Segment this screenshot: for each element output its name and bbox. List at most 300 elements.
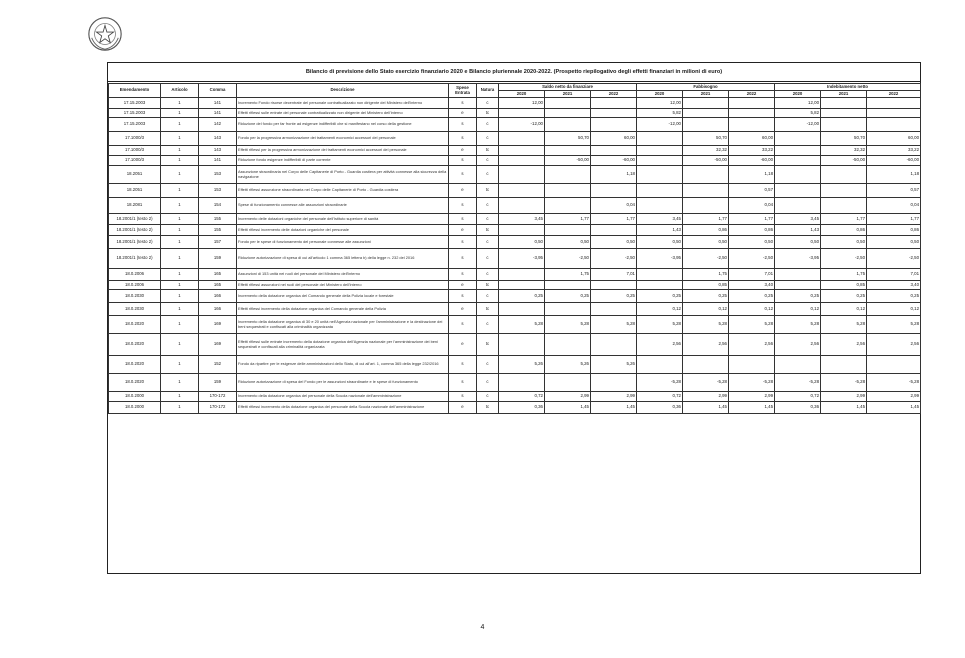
cell-indebitamento-2021 [821, 356, 867, 374]
cell-fabbisogno-2021: -5,28 [683, 374, 729, 392]
table-row [109, 184, 921, 198]
cell-spese-entrata: s [449, 198, 477, 214]
cell-natura: tc [477, 281, 499, 290]
cell-comma: 169 [199, 334, 237, 356]
cell-saldo-2022 [591, 303, 637, 316]
cell-articolo: 1 [161, 98, 199, 109]
cell-descrizione: Effetti riflessi assunzione straordinaria nel Corpo delle Capitanerie di Porto - Guardia costiera [237, 184, 449, 198]
cell-fabbisogno-2022: 5,28 [729, 316, 775, 334]
header-natura: Natura [477, 84, 499, 98]
cell-fabbisogno-2022: 1,77 [729, 214, 775, 225]
cell-indebitamento-2022: 60,00 [867, 132, 921, 146]
cell-fabbisogno-2022: 0,12 [729, 303, 775, 316]
cell-indebitamento-2022 [867, 118, 921, 132]
cell-indebitamento-2021: -50,00 [821, 156, 867, 166]
cell-saldo-2020 [499, 269, 545, 281]
cell-saldo-2022 [591, 146, 637, 156]
summary-table-sheet [107, 62, 921, 574]
cell-indebitamento-2020: 0,12 [775, 303, 821, 316]
cell-saldo-2022 [591, 184, 637, 198]
cell-emendamento: 18.0.2020 [109, 374, 161, 392]
cell-indebitamento-2020: 1,43 [775, 225, 821, 236]
cell-fabbisogno-2022: -5,28 [729, 374, 775, 392]
cell-emendamento: 18.2001/1 (testo 2) [109, 225, 161, 236]
cell-saldo-2022 [591, 374, 637, 392]
cell-emendamento: 18.2001/1 (testo 2) [109, 214, 161, 225]
cell-fabbisogno-2022: 0,57 [729, 184, 775, 198]
table-row [109, 269, 921, 281]
cell-indebitamento-2020 [775, 166, 821, 184]
cell-fabbisogno-2020 [637, 166, 683, 184]
cell-fabbisogno-2020: 5,82 [637, 109, 683, 118]
cell-natura: tc [477, 402, 499, 414]
cell-indebitamento-2020: 12,00 [775, 98, 821, 109]
cell-indebitamento-2021: 0,25 [821, 290, 867, 303]
cell-comma: 153 [199, 166, 237, 184]
cell-indebitamento-2021 [821, 166, 867, 184]
cell-fabbisogno-2020: 2,56 [637, 334, 683, 356]
header-year: 2020 [775, 91, 821, 98]
cell-descrizione: Assunzione straordinaria nel Corpo delle Capitanerie di Porto - Guardia costiera per attività connesse alla sicurezza della navigazione [237, 166, 449, 184]
cell-articolo: 1 [161, 225, 199, 236]
cell-fabbisogno-2021 [683, 109, 729, 118]
cell-fabbisogno-2021: 1,45 [683, 402, 729, 414]
cell-natura: c [477, 156, 499, 166]
cell-descrizione: Incremento della dotazione organica del Comando generale della Polizia locale e forestale [237, 290, 449, 303]
cell-indebitamento-2022: 1,18 [867, 166, 921, 184]
cell-indebitamento-2020: 0,25 [775, 290, 821, 303]
cell-articolo: 1 [161, 146, 199, 156]
cell-fabbisogno-2021 [683, 356, 729, 374]
cell-descrizione: Fondo per la progressiva armonizzazione dei trattamenti economici accessori del personale [237, 132, 449, 146]
cell-indebitamento-2022: 5,28 [867, 316, 921, 334]
cell-articolo: 1 [161, 316, 199, 334]
cell-indebitamento-2022 [867, 356, 921, 374]
cell-fabbisogno-2020: -12,00 [637, 118, 683, 132]
cell-articolo: 1 [161, 198, 199, 214]
cell-articolo: 1 [161, 156, 199, 166]
cell-saldo-2022 [591, 118, 637, 132]
cell-comma: 170-172 [199, 392, 237, 402]
cell-spese-entrata: e [449, 334, 477, 356]
cell-spese-entrata: e [449, 402, 477, 414]
header-year: 2022 [591, 91, 637, 98]
cell-articolo: 1 [161, 374, 199, 392]
table-row [109, 374, 921, 392]
cell-indebitamento-2022: 0,50 [867, 236, 921, 249]
cell-fabbisogno-2021: -50,00 [683, 156, 729, 166]
table-row [109, 316, 921, 334]
cell-fabbisogno-2021: 0,85 [683, 281, 729, 290]
cell-fabbisogno-2022: 0,04 [729, 198, 775, 214]
cell-fabbisogno-2022: 2,99 [729, 392, 775, 402]
cell-articolo: 1 [161, 303, 199, 316]
table-row [109, 249, 921, 269]
cell-emendamento: 18.0.2006 [109, 281, 161, 290]
cell-indebitamento-2021 [821, 98, 867, 109]
cell-natura: c [477, 269, 499, 281]
cell-saldo-2020: 3,45 [499, 214, 545, 225]
cell-fabbisogno-2021: 1,75 [683, 269, 729, 281]
cell-natura: tc [477, 225, 499, 236]
cell-fabbisogno-2021 [683, 166, 729, 184]
table-row [109, 98, 921, 109]
cell-saldo-2021 [545, 109, 591, 118]
cell-natura: c [477, 198, 499, 214]
cell-fabbisogno-2022: 0,86 [729, 225, 775, 236]
cell-fabbisogno-2020 [637, 156, 683, 166]
cell-emendamento: 18.2051 [109, 166, 161, 184]
cell-natura: c [477, 356, 499, 374]
cell-saldo-2020: 12,00 [499, 98, 545, 109]
cell-fabbisogno-2022: 0,25 [729, 290, 775, 303]
cell-indebitamento-2020 [775, 146, 821, 156]
cell-fabbisogno-2022: 7,01 [729, 269, 775, 281]
cell-saldo-2020 [499, 166, 545, 184]
header-articolo: Articolo [161, 84, 199, 98]
cell-saldo-2022 [591, 334, 637, 356]
cell-natura: tc [477, 334, 499, 356]
cell-indebitamento-2022: 0,57 [867, 184, 921, 198]
cell-saldo-2022: -60,00 [591, 156, 637, 166]
cell-saldo-2020: -3,95 [499, 249, 545, 269]
cell-indebitamento-2020: 3,45 [775, 214, 821, 225]
cell-indebitamento-2021: 0,12 [821, 303, 867, 316]
cell-saldo-2020 [499, 109, 545, 118]
header-year: 2021 [683, 91, 729, 98]
cell-indebitamento-2022: 33,22 [867, 146, 921, 156]
cell-indebitamento-2020 [775, 356, 821, 374]
cell-fabbisogno-2021 [683, 198, 729, 214]
cell-fabbisogno-2020 [637, 132, 683, 146]
cell-articolo: 1 [161, 166, 199, 184]
table-title: Bilancio di previsione dello Stato esercizio finanziario 2020 e Bilancio pluriennale 2020-2022. (Prospetto riepilogativo degli effetti finanziari in milioni di euro) [108, 63, 920, 82]
cell-indebitamento-2021: -5,28 [821, 374, 867, 392]
cell-fabbisogno-2022: 1,45 [729, 402, 775, 414]
cell-emendamento: 18.2001/1 (testo 2) [109, 249, 161, 269]
cell-comma: 153 [199, 184, 237, 198]
cell-saldo-2022 [591, 281, 637, 290]
cell-saldo-2022 [591, 109, 637, 118]
table-row [109, 281, 921, 290]
cell-indebitamento-2022: 1,77 [867, 214, 921, 225]
cell-saldo-2021: 1,75 [545, 269, 591, 281]
cell-fabbisogno-2020: -5,28 [637, 374, 683, 392]
cell-saldo-2020 [499, 146, 545, 156]
cell-saldo-2022 [591, 225, 637, 236]
cell-descrizione: Effetti riflessi incremento delle dotazioni organiche del personale [237, 225, 449, 236]
cell-fabbisogno-2020: 5,28 [637, 316, 683, 334]
cell-natura: c [477, 98, 499, 109]
header-year: 2021 [545, 91, 591, 98]
cell-fabbisogno-2021 [683, 184, 729, 198]
cell-indebitamento-2022: 0,12 [867, 303, 921, 316]
cell-indebitamento-2022 [867, 109, 921, 118]
cell-saldo-2022 [591, 98, 637, 109]
cell-fabbisogno-2022: -60,00 [729, 156, 775, 166]
cell-indebitamento-2022: 0,86 [867, 225, 921, 236]
cell-saldo-2020 [499, 184, 545, 198]
cell-spese-entrata: s [449, 156, 477, 166]
table-row [109, 132, 921, 146]
cell-fabbisogno-2021: 2,99 [683, 392, 729, 402]
cell-fabbisogno-2021: 5,28 [683, 316, 729, 334]
cell-emendamento: 17.1000/3 [109, 146, 161, 156]
cell-natura: tc [477, 184, 499, 198]
cell-indebitamento-2022 [867, 98, 921, 109]
financial-effects-table [108, 83, 921, 414]
cell-saldo-2021: 50,70 [545, 132, 591, 146]
cell-articolo: 1 [161, 236, 199, 249]
header-spese-entrata: Spese Entrata [449, 84, 477, 98]
page-number: 4 [480, 624, 485, 631]
cell-fabbisogno-2021 [683, 118, 729, 132]
cell-emendamento: 18.0.2000 [109, 402, 161, 414]
cell-saldo-2020 [499, 281, 545, 290]
cell-natura: c [477, 118, 499, 132]
cell-saldo-2022: 0,25 [591, 290, 637, 303]
cell-indebitamento-2021 [821, 109, 867, 118]
table-row [109, 146, 921, 156]
cell-emendamento: 17.15.2003 [109, 118, 161, 132]
cell-comma: 166 [199, 303, 237, 316]
header-year: 2022 [729, 91, 775, 98]
cell-saldo-2021 [545, 334, 591, 356]
cell-fabbisogno-2020 [637, 198, 683, 214]
header-fabbisogno: Fabbisogno [637, 84, 775, 91]
cell-comma: 152 [199, 356, 237, 374]
table-row [109, 402, 921, 414]
cell-emendamento: 17.1000/3 [109, 132, 161, 146]
cell-fabbisogno-2022 [729, 98, 775, 109]
cell-articolo: 1 [161, 214, 199, 225]
cell-indebitamento-2021: 0,50 [821, 236, 867, 249]
header-indebitamento: Indebitamento netto [775, 84, 921, 91]
cell-saldo-2021: 1,77 [545, 214, 591, 225]
cell-indebitamento-2020 [775, 198, 821, 214]
cell-fabbisogno-2020 [637, 269, 683, 281]
cell-natura: c [477, 316, 499, 334]
cell-spese-entrata: s [449, 132, 477, 146]
cell-descrizione: Effetti riflessi incremento della dotazione organica del Comando generale della Polizia [237, 303, 449, 316]
table-row [109, 118, 921, 132]
cell-fabbisogno-2022 [729, 356, 775, 374]
cell-indebitamento-2021: 0,85 [821, 281, 867, 290]
cell-descrizione: Riduzione autorizzazione di spesa del Fondo per le assunzioni straordinarie e le spese di funzionamento [237, 374, 449, 392]
cell-saldo-2020: 0,50 [499, 236, 545, 249]
cell-natura: c [477, 214, 499, 225]
table-row [109, 214, 921, 225]
cell-indebitamento-2020: -5,28 [775, 374, 821, 392]
cell-fabbisogno-2020: 0,36 [637, 402, 683, 414]
cell-indebitamento-2020 [775, 269, 821, 281]
header-year: 2020 [637, 91, 683, 98]
cell-articolo: 1 [161, 184, 199, 198]
cell-saldo-2022: 1,45 [591, 402, 637, 414]
cell-natura: tc [477, 109, 499, 118]
cell-articolo: 1 [161, 269, 199, 281]
cell-articolo: 1 [161, 132, 199, 146]
cell-saldo-2021: 5,26 [545, 356, 591, 374]
cell-natura: c [477, 166, 499, 184]
cell-descrizione: Spese di funzionamento connesse alle assunzioni straordinarie [237, 198, 449, 214]
table-row [109, 225, 921, 236]
cell-saldo-2021 [545, 118, 591, 132]
cell-descrizione: Riduzione autorizzazione di spesa di cui all'articolo 1 comma 365 lettera b) della legge n. 232 del 2016 [237, 249, 449, 269]
cell-articolo: 1 [161, 402, 199, 414]
cell-indebitamento-2021 [821, 184, 867, 198]
state-emblem-icon [86, 14, 124, 54]
cell-fabbisogno-2020 [637, 281, 683, 290]
cell-fabbisogno-2020 [637, 184, 683, 198]
cell-spese-entrata: e [449, 281, 477, 290]
cell-fabbisogno-2021: -2,50 [683, 249, 729, 269]
cell-indebitamento-2022: 1,45 [867, 402, 921, 414]
cell-indebitamento-2020 [775, 184, 821, 198]
cell-saldo-2020: 5,26 [499, 356, 545, 374]
table-row [109, 303, 921, 316]
table-row [109, 334, 921, 356]
cell-saldo-2021: -2,50 [545, 249, 591, 269]
cell-descrizione: Effetti riflessi per la progressiva armonizzazione dei trattamenti economici accessori del personale [237, 146, 449, 156]
cell-emendamento: 18.2081 [109, 198, 161, 214]
cell-fabbisogno-2021: 0,12 [683, 303, 729, 316]
cell-fabbisogno-2022 [729, 109, 775, 118]
cell-indebitamento-2020: -3,95 [775, 249, 821, 269]
cell-indebitamento-2021: 2,99 [821, 392, 867, 402]
cell-saldo-2021 [545, 98, 591, 109]
cell-saldo-2021 [545, 146, 591, 156]
cell-comma: 157 [199, 236, 237, 249]
cell-fabbisogno-2020: 0,25 [637, 290, 683, 303]
header-emendamento: Emendamento [109, 84, 161, 98]
cell-spese-entrata: e [449, 146, 477, 156]
header-comma: Comma [199, 84, 237, 98]
cell-saldo-2020 [499, 156, 545, 166]
cell-spese-entrata: s [449, 392, 477, 402]
header-year: 2022 [867, 91, 921, 98]
cell-fabbisogno-2021: 1,77 [683, 214, 729, 225]
cell-fabbisogno-2022: 3,40 [729, 281, 775, 290]
cell-fabbisogno-2021: 0,50 [683, 236, 729, 249]
cell-emendamento: 17.15.2003 [109, 98, 161, 109]
cell-descrizione: Effetti riflessi incremento della dotazione organica del personale della Scuola nazionale dell'amministrazione [237, 402, 449, 414]
cell-emendamento: 18.0.2000 [109, 392, 161, 402]
cell-natura: c [477, 249, 499, 269]
cell-articolo: 1 [161, 118, 199, 132]
cell-saldo-2022: 5,28 [591, 316, 637, 334]
cell-indebitamento-2022: -5,28 [867, 374, 921, 392]
cell-natura: c [477, 132, 499, 146]
cell-articolo: 1 [161, 356, 199, 374]
cell-descrizione: Incremento Fondo risorse decentrate del personale contrattualizzato non dirigente del Ministero dell'interno [237, 98, 449, 109]
cell-fabbisogno-2020 [637, 146, 683, 156]
cell-fabbisogno-2022: 60,00 [729, 132, 775, 146]
cell-articolo: 1 [161, 290, 199, 303]
cell-saldo-2021 [545, 184, 591, 198]
cell-fabbisogno-2021: 0,86 [683, 225, 729, 236]
table-row [109, 109, 921, 118]
cell-comma: 155 [199, 214, 237, 225]
table-body [109, 98, 921, 414]
cell-indebitamento-2022: 7,01 [867, 269, 921, 281]
cell-saldo-2022: 1,18 [591, 166, 637, 184]
cell-emendamento: 18.2001/1 (testo 2) [109, 236, 161, 249]
header-year: 2020 [499, 91, 545, 98]
cell-fabbisogno-2021: 0,25 [683, 290, 729, 303]
cell-articolo: 1 [161, 281, 199, 290]
cell-saldo-2020: 0,25 [499, 290, 545, 303]
cell-indebitamento-2021: 1,77 [821, 214, 867, 225]
cell-saldo-2021: 5,28 [545, 316, 591, 334]
cell-indebitamento-2020: 2,56 [775, 334, 821, 356]
cell-comma: 165 [199, 281, 237, 290]
table-row [109, 166, 921, 184]
cell-saldo-2022: 0,04 [591, 198, 637, 214]
cell-articolo: 1 [161, 392, 199, 402]
cell-fabbisogno-2020: 3,45 [637, 214, 683, 225]
cell-comma: 169 [199, 316, 237, 334]
cell-emendamento: 18.0.2030 [109, 303, 161, 316]
cell-articolo: 1 [161, 109, 199, 118]
cell-saldo-2021 [545, 303, 591, 316]
cell-descrizione: Effetti riflessi sulle entrate incremento della dotazione organica dell'Agenzia nazionale per l'amministrazione dei beni sequestrati e confiscati alla criminalità organizzata [237, 334, 449, 356]
cell-articolo: 1 [161, 249, 199, 269]
cell-saldo-2020 [499, 225, 545, 236]
cell-fabbisogno-2020: 12,00 [637, 98, 683, 109]
cell-comma: 159 [199, 374, 237, 392]
cell-emendamento: 18.0.2020 [109, 316, 161, 334]
cell-comma: 141 [199, 98, 237, 109]
cell-saldo-2022: 5,26 [591, 356, 637, 374]
cell-indebitamento-2020: 0,36 [775, 402, 821, 414]
cell-emendamento: 17.1000/3 [109, 156, 161, 166]
cell-indebitamento-2022: 0,25 [867, 290, 921, 303]
cell-fabbisogno-2020: 0,12 [637, 303, 683, 316]
cell-natura: tc [477, 303, 499, 316]
cell-indebitamento-2022: -2,50 [867, 249, 921, 269]
cell-natura: c [477, 392, 499, 402]
cell-fabbisogno-2020: 0,72 [637, 392, 683, 402]
cell-indebitamento-2020: 0,50 [775, 236, 821, 249]
cell-descrizione: Effetti riflessi sulle entrate del personale contrattualizzato non dirigente del Ministero dell'interno [237, 109, 449, 118]
cell-saldo-2020 [499, 132, 545, 146]
cell-natura: c [477, 236, 499, 249]
cell-spese-entrata: s [449, 166, 477, 184]
cell-natura: c [477, 290, 499, 303]
cell-fabbisogno-2021: 32,32 [683, 146, 729, 156]
cell-emendamento: 18.0.2020 [109, 334, 161, 356]
cell-fabbisogno-2022: -2,50 [729, 249, 775, 269]
cell-saldo-2021 [545, 166, 591, 184]
cell-indebitamento-2022: 2,99 [867, 392, 921, 402]
cell-indebitamento-2020: 5,28 [775, 316, 821, 334]
cell-indebitamento-2022: 3,40 [867, 281, 921, 290]
table-row [109, 198, 921, 214]
cell-fabbisogno-2020: 0,50 [637, 236, 683, 249]
table-row [109, 236, 921, 249]
cell-fabbisogno-2020: -3,95 [637, 249, 683, 269]
cell-fabbisogno-2022: 0,50 [729, 236, 775, 249]
cell-comma: 141 [199, 109, 237, 118]
cell-indebitamento-2020: 0,72 [775, 392, 821, 402]
cell-saldo-2020 [499, 334, 545, 356]
cell-descrizione: Effetti riflessi assunzioni nei ruoli del personale del Ministero dell'interno [237, 281, 449, 290]
cell-saldo-2021: 2,99 [545, 392, 591, 402]
cell-indebitamento-2021 [821, 118, 867, 132]
cell-saldo-2021: 0,50 [545, 236, 591, 249]
cell-emendamento: 17.15.2003 [109, 109, 161, 118]
